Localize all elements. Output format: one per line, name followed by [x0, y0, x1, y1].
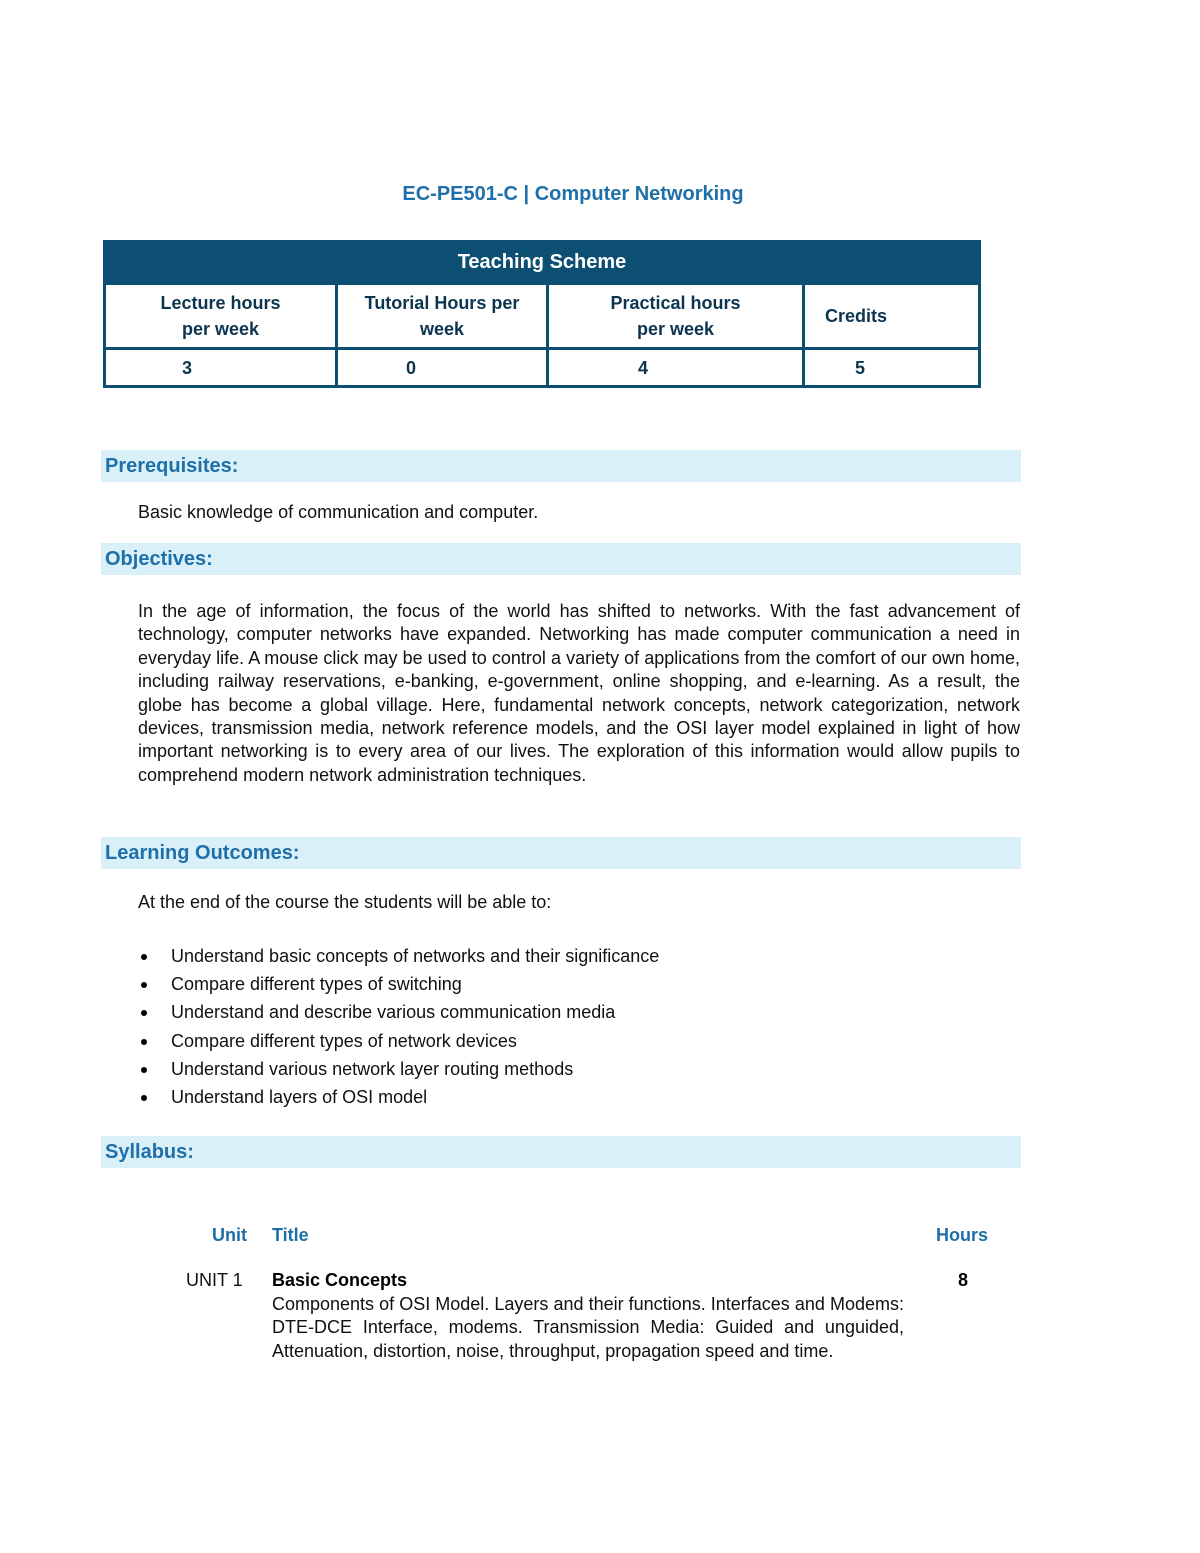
list-item-text: Understand and describe various communication media — [171, 1002, 616, 1023]
list-item — [138, 942, 659, 970]
syllabus-column-unit: Unit — [212, 1225, 247, 1245]
value-lecture-hours: 3 — [106, 350, 335, 385]
teaching-scheme-table — [103, 240, 981, 388]
bullet-icon — [141, 982, 147, 988]
header-practical-hours: Practical hours per week — [549, 285, 802, 347]
list-item — [138, 1055, 659, 1083]
header-lecture-hours: Lecture hours per week — [106, 285, 335, 347]
bullet-icon — [141, 1095, 147, 1101]
value-practical-hours: 4 — [549, 350, 802, 385]
page-title: EC-PE501-C | Computer Networking — [402, 183, 744, 205]
header-credits: Credits — [805, 285, 978, 347]
bullet-icon — [141, 954, 147, 960]
list-item — [138, 1083, 659, 1111]
bullet-icon — [141, 1039, 147, 1045]
syllabus-column-hours: Hours — [936, 1225, 989, 1245]
list-item — [138, 1027, 659, 1055]
value-credits: 5 — [805, 350, 978, 385]
syllabus-heading: Syllabus: — [101, 1136, 1021, 1168]
list-item-text: Understand various network layer routing methods — [171, 1058, 574, 1079]
learning-outcomes-heading: Learning Outcomes: — [101, 837, 1021, 869]
objectives-heading: Objectives: — [101, 543, 1021, 575]
list-item — [138, 970, 659, 998]
objectives-text: In the age of information, the focus of the world has shifted to networks. With the fast advancement of technology, computer networks have expanded. Networking has made computer communication a need in everyday life. A mouse click may be used to control a variety of applications from the comfort of our own home, including railway reservations, e-banking, e-government, online shopping, and e-learning. As a result, the globe has become a global village. Here, fundamental network concepts, network categorization, network devices, transmission media, network reference models, and the OSI layer model explained in light of how important networking is to every area of our lives. The exploration of this information would allow pupils to comprehend modern network administration techniques. — [138, 601, 1020, 785]
unit-label: UNIT 1 — [186, 1270, 243, 1290]
list-item-text: Understand basic concepts of networks and their significance — [171, 946, 660, 966]
header-tutorial-hours: Tutorial Hours per week — [338, 285, 546, 347]
list-item-text: Compare different types of network devices — [171, 1030, 517, 1051]
unit-title: Basic Concepts — [272, 1270, 408, 1290]
value-tutorial-hours: 0 — [338, 350, 546, 385]
teaching-scheme-title: Teaching Scheme — [457, 251, 627, 273]
syllabus-column-title: Title — [272, 1225, 309, 1245]
learning-outcomes-list — [138, 942, 659, 1111]
prerequisites-heading: Prerequisites: — [101, 450, 1021, 482]
list-item — [138, 998, 659, 1026]
learning-outcomes-intro: At the end of the course the students will be able to: — [138, 892, 552, 912]
list-item-text: Understand layers of OSI model — [171, 1087, 428, 1108]
list-item-text: Compare different types of switching — [171, 974, 462, 995]
unit-hours: 8 — [958, 1270, 969, 1290]
bullet-icon — [141, 1067, 147, 1073]
unit-description: Components of OSI Model. Layers and their functions. Interfaces and Modems: DTE-DCE Interface, modems. Transmission Media: Guided and unguided, Attenuation, distortion, noise, throughput, propagation speed and time. — [272, 1294, 904, 1361]
bullet-icon — [141, 1010, 147, 1016]
prerequisites-text: Basic knowledge of communication and computer. — [138, 502, 539, 522]
